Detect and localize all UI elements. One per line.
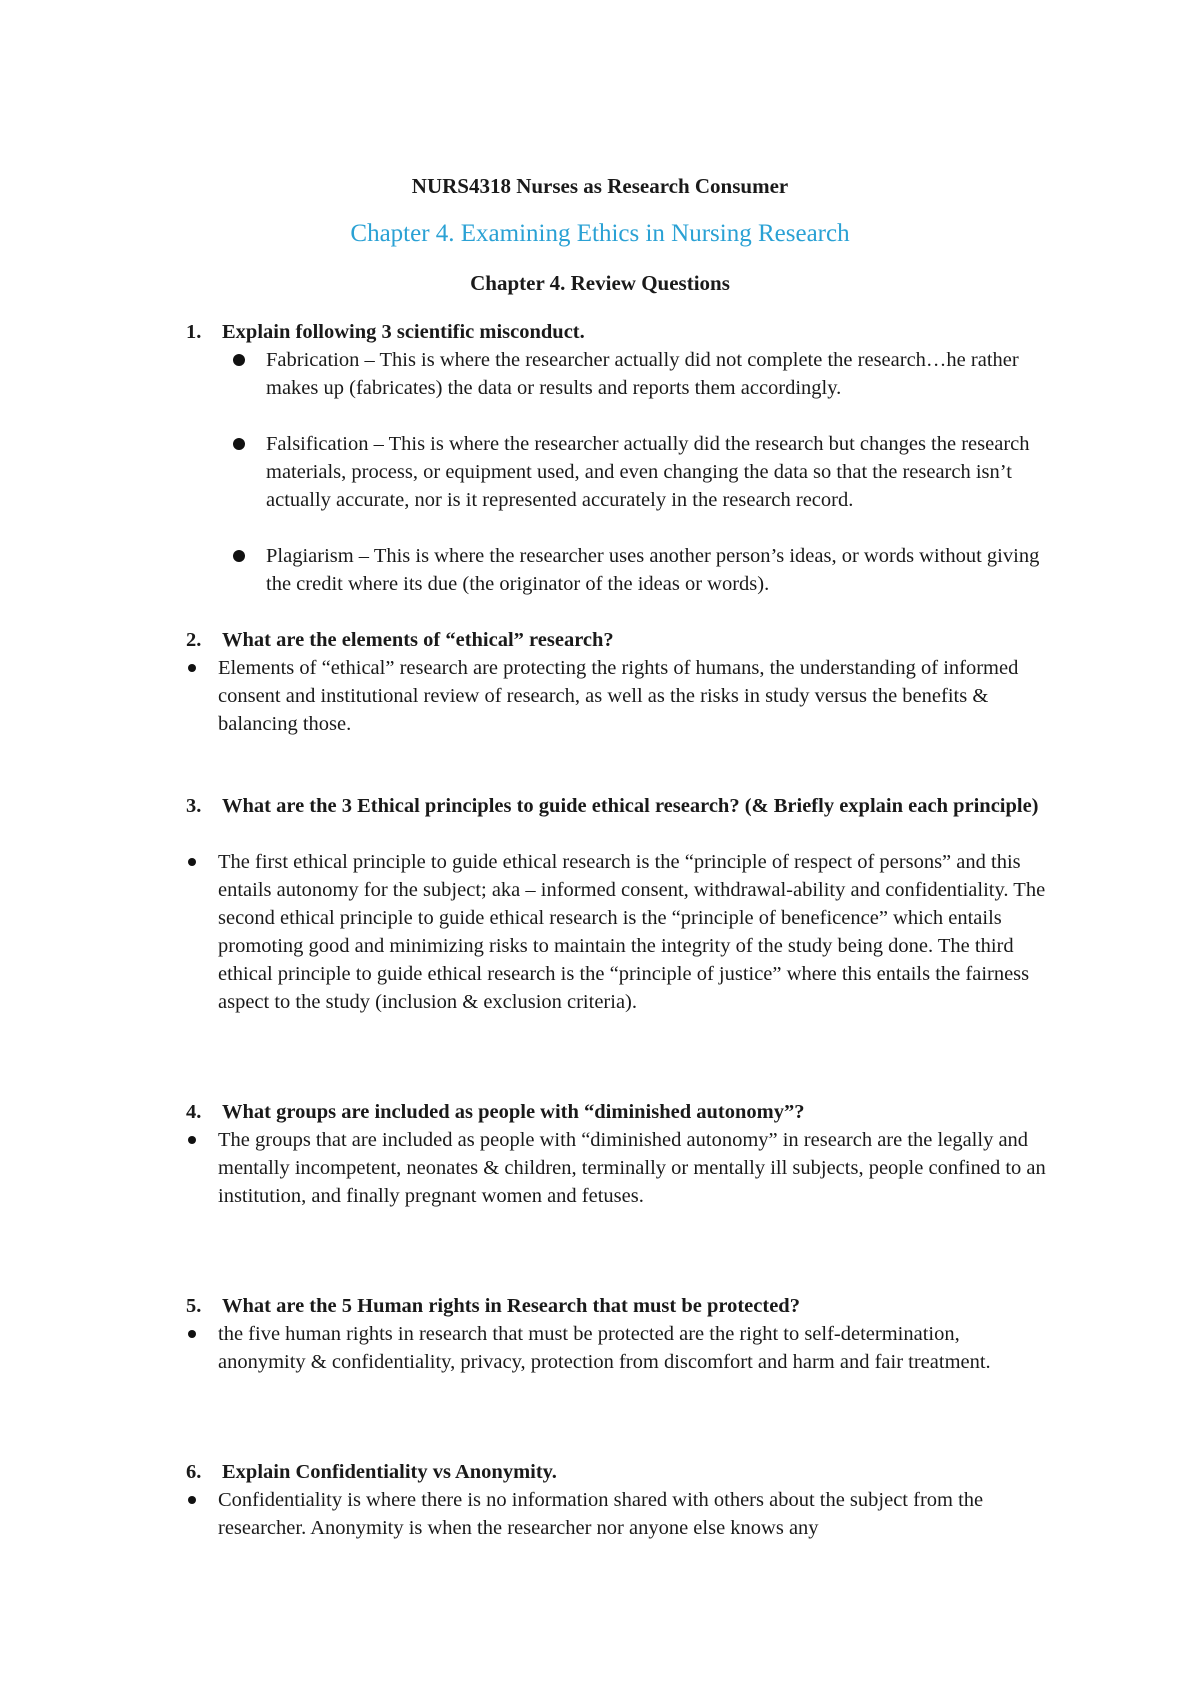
answer-6 <box>218 1486 1048 1542</box>
answer-2 <box>218 654 1048 738</box>
question-number: 1. <box>186 321 202 343</box>
bullet-icon <box>233 438 245 450</box>
answer-3 <box>218 848 1048 1016</box>
question-text: Explain following 3 scientific misconduct. <box>222 321 585 343</box>
answer-4 <box>218 1126 1048 1210</box>
question-6 <box>186 1458 1046 1486</box>
list-item-fabrication <box>266 346 1046 402</box>
question-number: 5. <box>186 1295 202 1317</box>
question-2 <box>186 626 1046 654</box>
question-text: What groups are included as people with “diminished autonomy”? <box>222 1101 805 1123</box>
bullet-icon <box>188 858 196 866</box>
question-3 <box>186 792 1046 820</box>
question-number: 2. <box>186 629 202 651</box>
bullet-icon <box>188 1496 196 1504</box>
chapter-title: Chapter 4. Examining Ethics in Nursing Research <box>350 220 850 247</box>
question-number: 3. <box>186 795 202 817</box>
bullet-icon <box>233 354 245 366</box>
course-title: NURS4318 Nurses as Research Consumer <box>411 174 789 198</box>
question-text: What are the 5 Human rights in Research that must be protected? <box>222 1295 800 1317</box>
answer-5 <box>218 1320 1048 1376</box>
question-text: What are the elements of “ethical” research? <box>222 629 614 651</box>
question-number: 6. <box>186 1461 202 1483</box>
bullet-icon <box>188 1330 196 1338</box>
question-1 <box>186 318 1046 346</box>
answer-text: The groups that are included as people with “diminished autonomy” in research are the legally and mentally incompetent, neonates & children, terminally or mentally ill subjects, people confined to an institution, and finally pregnant women and fetuses. <box>218 1129 1046 1207</box>
list-item-text: Fabrication – This is where the researcher actually did not complete the research…he rather makes up (fabricates) the data or results and reports them accordingly. <box>266 349 1019 399</box>
question-4 <box>186 1098 1046 1126</box>
list-item-text: Falsification – This is where the researcher actually did the research but changes the research materials, process, or equipment used, and even changing the data so that the research isn’t actually accurate, nor is it represented accurately in the research record. <box>266 433 1030 511</box>
bullet-icon <box>188 1136 196 1144</box>
answer-text: Confidentiality is where there is no information shared with others about the subject from the researcher. Anonymity is when the researcher nor anyone else knows any <box>218 1489 984 1539</box>
question-text: What are the 3 Ethical principles to guide ethical research? (& Briefly explain each principle) <box>222 795 1039 817</box>
question-number: 4. <box>186 1101 202 1123</box>
bullet-icon <box>233 550 245 562</box>
question-5 <box>186 1292 1046 1320</box>
list-item-text: Plagiarism – This is where the researcher uses another person’s ideas, or words without giving the credit where its due (the originator of the ideas or words). <box>266 545 1040 595</box>
answer-text: the five human rights in research that must be protected are the right to self-determination, anonymity & confidentiality, privacy, protection from discomfort and harm and fair treatment. <box>218 1323 991 1373</box>
answer-text: Elements of “ethical” research are protecting the rights of humans, the understanding of informed consent and institutional review of research, as well as the risks in study versus the benefits & balancing those. <box>218 657 1019 735</box>
question-text: Explain Confidentiality vs Anonymity. <box>222 1461 557 1483</box>
list-item-plagiarism <box>266 542 1046 598</box>
bullet-icon <box>188 664 196 672</box>
list-item-falsification <box>266 430 1046 514</box>
answer-text: The first ethical principle to guide ethical research is the “principle of respect of persons” and this entails autonomy for the subject; aka – informed consent, withdrawal-ability and confidentiality. The second ethical principle to guide ethical research is the “principle of beneficence” which entails promoting good and minimizing risks to maintain the integrity of the study being done. The third ethical principle to guide ethical research is the “principle of justice” where this entails the fairness aspect to the study (inclusion & exclusion criteria). <box>218 851 1046 1013</box>
review-questions-title: Chapter 4. Review Questions <box>470 271 730 295</box>
